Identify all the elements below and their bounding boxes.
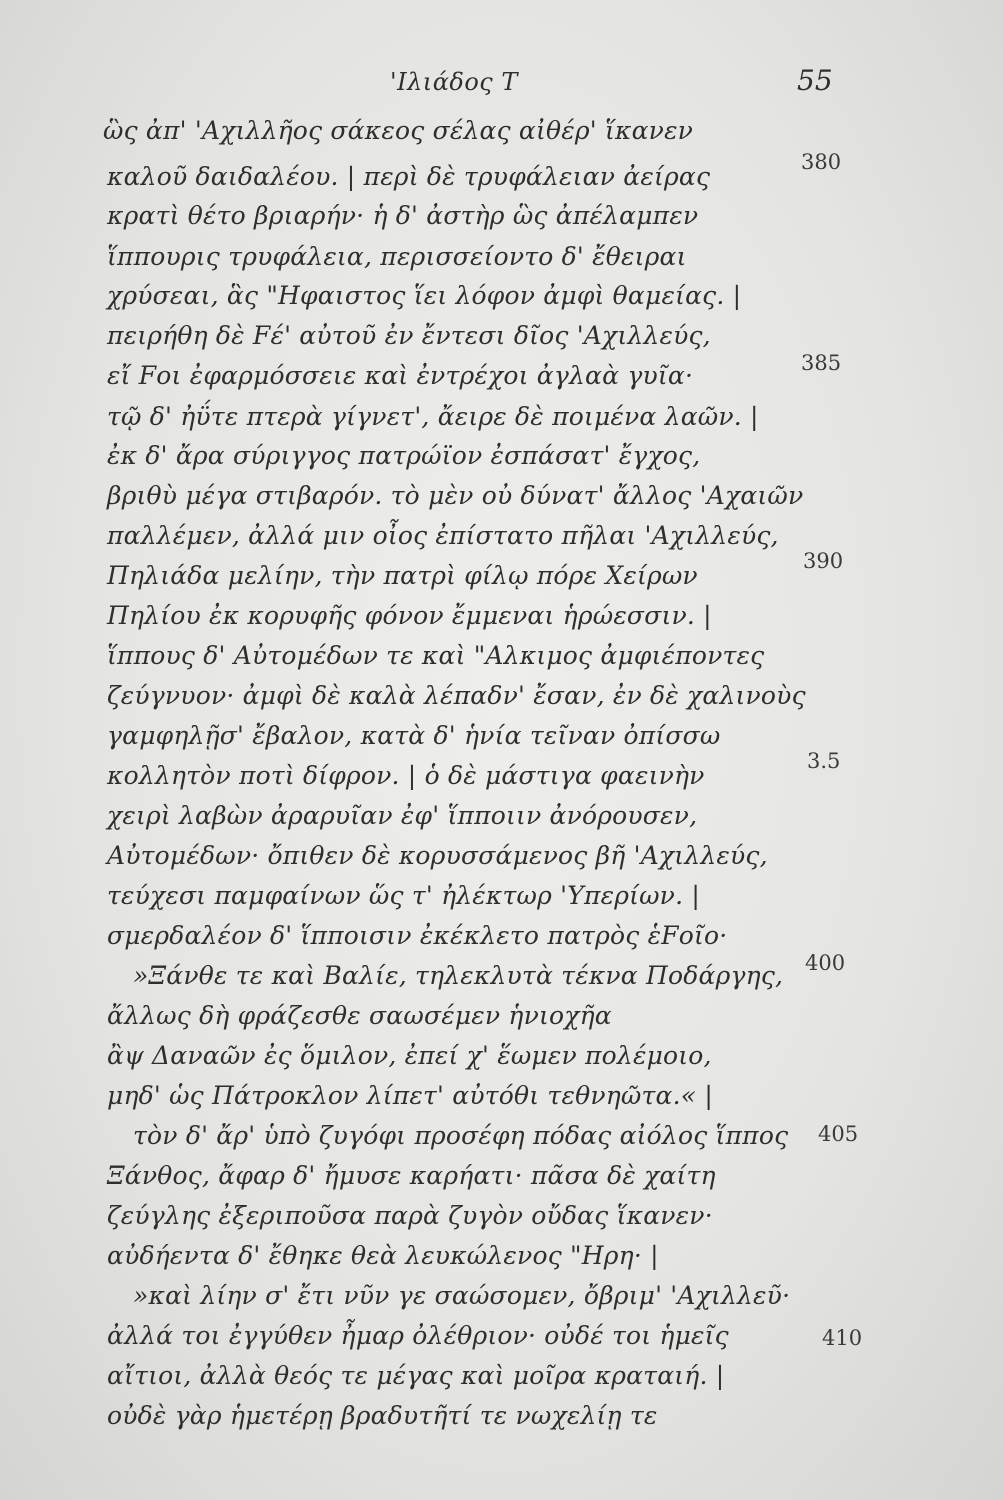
verse-line: Πηλίου ἐκ κορυφῆς φόνον ἔμμεναι ἡρώεσσιν. | [107,601,712,630]
verse-line: αἴτιοι, ἀλλὰ θεός τε μέγας καὶ μοῖρα κραταιή. | [107,1361,725,1390]
verse-line: γαμφηλῇσ' ἔβαλον, κατὰ δ' ἡνία τεῖναν ὀπίσσω [107,721,721,750]
verse-line: οὐδὲ γὰρ ἡμετέρῃ βραδυτῆτί τε νωχελίῃ τε [107,1401,658,1430]
verse-line: ἵππουρις τρυφάλεια, περισσείοντο δ' ἔθειραι [107,242,687,271]
verse-line: σμερδαλέον δ' ἵπποισιν ἐκέκλετο πατρὸς ἑFοῖο· [107,921,728,950]
verse-line: εἴ Fοι ἐφαρμόσσειε καὶ ἐντρέχοι ἀγλαὰ γυῖα· [107,361,694,390]
line-number: 385 [801,351,842,375]
verse-line: τὸν δ' ἄρ' ὑπὸ ζυγόφι προσέφη πόδας αἰόλος ἵππος [133,1121,789,1150]
verse-line: ἵππους δ' Αὐτομέδων τε καὶ "Αλκιμος ἀμφιέποντες [107,641,765,670]
line-number: 400 [805,951,846,975]
line-number: 410 [822,1326,863,1350]
verse-line: ζεύγλης ἐξεριποῦσα παρὰ ζυγὸν οὔδας ἵκανεν· [107,1201,713,1230]
verse-line: τεύχεσι παμφαίνων ὥς τ' ἠλέκτωρ 'Υπερίων. | [107,881,700,910]
line-number: 380 [801,150,842,174]
verse-line: Πηλιάδα μελίην, τὴν πατρὶ φίλῳ πόρε Χείρων [107,561,698,590]
verse-line: καλοῦ δαιδαλέου. | περὶ δὲ τρυφάλειαν ἀείρας [107,162,711,191]
page-number: 55 [797,64,833,97]
running-head: 'Ιλιάδος Τ [390,68,518,96]
verse-line: »καὶ λίην σ' ἔτι νῦν γε σαώσομεν, ὄβριμ' 'Αχιλλεῦ· [133,1281,791,1310]
line-number: 405 [818,1122,859,1146]
verse-line: βριθὺ μέγα στιβαρόν. τὸ μὲν οὐ δύνατ' ἄλλος 'Αχαιῶν [107,481,804,510]
line-number: 3.5 [807,749,841,773]
verse-line: »Ξάνθε τε καὶ Βαλίε, τηλεκλυτὰ τέκνα Ποδάργης, [133,961,784,990]
line-number: 390 [803,549,844,573]
verse-line: ἀλλά τοι ἐγγύθεν ἦμαρ ὀλέθριον· οὐδέ τοι ἡμεῖς [107,1321,729,1350]
verse-line: αὐδήεντα δ' ἔθηκε θεὰ λευκώλενος "Ηρη· | [107,1241,659,1270]
verse-line: ἂψ Δαναῶν ἐς ὅμιλον, ἐπεί χ' ἕωμεν πολέμοιο, [107,1041,712,1070]
verse-line: μηδ' ὡς Πάτροκλον λίπετ' αὐτόθι τεθνηῶτα.« | [107,1081,714,1110]
verse-line: Αὐτομέδων· ὄπιθεν δὲ κορυσσάμενος βῆ 'Αχιλλεύς, [107,841,768,870]
verse-line: Ξάνθος, ἄφαρ δ' ἤμυσε καρήατι· πᾶσα δὲ χαίτη [107,1161,716,1190]
verse-line: ἐκ δ' ἄρα σύριγγος πατρώϊον ἐσπάσατ' ἔγχος, [107,441,701,470]
verse-line: ζεύγνυον· ἀμφὶ δὲ καλὰ λέπαδν' ἔσαν, ἐν δὲ χαλινοὺς [107,681,806,710]
verse-line: πειρήθη δὲ Fέ' αὐτοῦ ἐν ἔντεσι δῖος 'Αχιλλεύς, [107,321,711,350]
verse-line: κολλητὸν ποτὶ δίφρον. | ὁ δὲ μάστιγα φαεινὴν [107,761,705,790]
verse-line: ἄλλως δὴ φράζεσθε σαωσέμεν ἡνιοχῆα [107,1001,612,1030]
verse-line: τῷ δ' ἠΰτε πτερὰ γίγνετ', ἄειρε δὲ ποιμένα λαῶν. | [107,402,759,431]
verse-line: ὣς ἀπ' 'Αχιλλῆος σάκεος σέλας αἰθέρ' ἵκανεν [103,116,694,145]
verse-line: χρύσεαι, ἃς "Ηφαιστος ἵει λόφον ἀμφὶ θαμείας. | [107,281,742,310]
verse-line: παλλέμεν, ἀλλά μιν οἶος ἐπίστατο πῆλαι 'Αχιλλεύς, [107,521,779,550]
verse-line: κρατὶ θέτο βριαρήν· ἡ δ' ἀστὴρ ὣς ἀπέλαμπεν [107,201,699,230]
verse-line: χειρὶ λαβὼν ἀραρυῖαν ἐφ' ἵπποιιν ἀνόρουσεν, [107,801,698,830]
